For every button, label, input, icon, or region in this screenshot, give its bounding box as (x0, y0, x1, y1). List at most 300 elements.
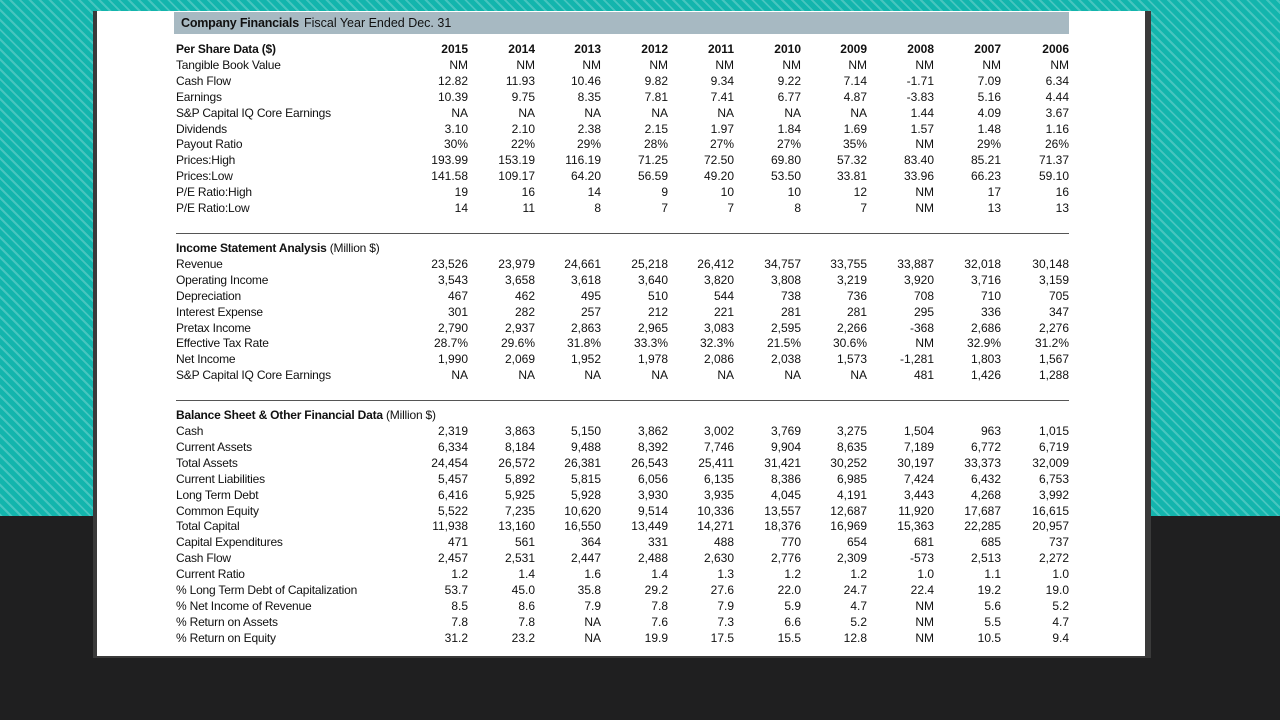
row-label: Cash Flow (176, 73, 231, 88)
table-row (176, 551, 1069, 567)
section-header-row (176, 408, 1069, 424)
table-cell: 33,887 (897, 256, 934, 271)
year-header (734, 241, 801, 257)
table-cell: 3,863 (504, 424, 535, 439)
table-cell: 5.5 (984, 614, 1001, 629)
section-header-row (176, 241, 1069, 257)
table-cell: 963 (980, 424, 1001, 439)
row-label: % Long Term Debt of Capitalization (176, 583, 358, 598)
table-cell: 5,815 (570, 471, 601, 486)
table-cell: 2,086 (703, 352, 734, 367)
table-cell: 19.0 (1045, 583, 1069, 598)
table-cell: 4,268 (970, 487, 1001, 502)
row-label: Net Income (176, 352, 236, 367)
table-cell: 737 (1048, 535, 1069, 550)
table-row (176, 368, 1069, 384)
year-header: 2013 (574, 42, 601, 56)
table-cell: 13,449 (631, 519, 668, 534)
row-label: Current Ratio (176, 567, 245, 582)
table-cell: 26,412 (697, 256, 734, 271)
table-cell: 347 (1048, 304, 1069, 319)
table-cell: NM (848, 57, 867, 72)
table-cell: 28% (643, 137, 668, 152)
row-label: Prices:Low (176, 169, 233, 184)
table-cell: 85.21 (970, 153, 1001, 168)
year-header (535, 241, 601, 257)
table-cell: 33.81 (836, 169, 867, 184)
table-cell: NM (915, 185, 934, 200)
row-label: Interest Expense (176, 304, 263, 319)
year-header (1001, 408, 1069, 424)
table-cell: 1.3 (717, 567, 734, 582)
table-cell: 31.2 (444, 630, 468, 645)
table-cell: 31.2% (1034, 336, 1069, 351)
table-row (176, 424, 1069, 440)
year-header: 2009 (840, 42, 867, 56)
table-row (176, 336, 1069, 352)
company-financials-header (174, 12, 1069, 34)
table-row (176, 472, 1069, 488)
table-row (176, 169, 1069, 185)
section-rule (176, 384, 1069, 401)
table-cell: 2,069 (504, 352, 535, 367)
table-cell: 29% (976, 137, 1001, 152)
table-cell: 2,776 (770, 551, 801, 566)
table-cell: 6,135 (703, 471, 734, 486)
row-label: Depreciation (176, 288, 241, 303)
table-cell: 1.69 (843, 121, 867, 136)
table-cell: 2,038 (770, 352, 801, 367)
section-spacer (176, 401, 1069, 409)
row-label: P/E Ratio:High (176, 185, 252, 200)
table-cell: 9 (661, 185, 668, 200)
table-cell: 7.8 (651, 599, 668, 613)
table-cell: 681 (913, 535, 934, 550)
year-header (867, 241, 934, 257)
row-label: S&P Capital IQ Core Earnings (176, 105, 331, 120)
table-cell: 212 (647, 304, 668, 319)
table-cell: 16,550 (564, 519, 601, 534)
year-header (535, 408, 601, 424)
table-cell: 31.8% (566, 336, 601, 351)
table-cell: 221 (713, 304, 734, 319)
table-cell: NM (715, 57, 734, 72)
table-cell: 8 (594, 201, 601, 216)
table-cell: NM (915, 137, 934, 152)
table-cell: 2,513 (970, 551, 1001, 566)
table-cell: 59.10 (1038, 169, 1069, 184)
table-cell: 1.2 (850, 567, 867, 582)
table-cell: 736 (846, 288, 867, 303)
table-cell: 14 (587, 185, 601, 200)
table-cell: 510 (647, 288, 668, 303)
table-cell: 7 (661, 201, 668, 216)
table-row (176, 599, 1069, 615)
table-cell: 21.5% (766, 336, 801, 351)
year-header (668, 241, 734, 257)
table-cell: 12.8 (843, 630, 867, 645)
table-cell: 11,938 (432, 519, 468, 534)
table-cell: 8 (794, 201, 801, 216)
table-cell: 3,930 (637, 487, 668, 502)
table-cell: 12 (853, 185, 867, 200)
table-cell: 3.10 (444, 121, 468, 136)
table-cell: 9.75 (511, 89, 535, 104)
table-cell: 1.84 (777, 121, 801, 136)
table-cell: 10.46 (570, 73, 601, 88)
table-cell: 8.35 (577, 89, 601, 104)
table-cell: 6.6 (784, 614, 801, 629)
year-header (801, 241, 867, 257)
table-cell: 26,543 (631, 455, 668, 470)
table-row (176, 153, 1069, 169)
table-cell: 295 (913, 304, 934, 319)
table-cell: 5,150 (570, 424, 601, 439)
table-cell: 31,421 (764, 455, 801, 470)
table-cell: 2,937 (504, 320, 535, 335)
table-row (176, 58, 1069, 74)
table-cell: 1.57 (910, 121, 934, 136)
table-cell: 3,159 (1038, 272, 1069, 287)
table-cell: 471 (447, 535, 468, 550)
table-cell: 1.4 (651, 567, 668, 582)
table-cell: 2.15 (644, 121, 668, 136)
table-cell: 24,661 (564, 256, 601, 271)
table-cell: NM (449, 57, 468, 72)
table-cell: 3,443 (903, 487, 934, 502)
table-cell: 33.3% (633, 336, 668, 351)
table-cell: 69.80 (770, 153, 801, 168)
year-header: 2012 (641, 42, 668, 56)
table-cell: 8,392 (637, 439, 668, 454)
table-cell: 10,620 (564, 503, 601, 518)
table-cell: 27% (709, 137, 734, 152)
table-cell: NA (717, 368, 734, 383)
table-cell: 1.1 (984, 567, 1001, 582)
row-label: Total Assets (176, 455, 238, 470)
table-cell: 1.48 (977, 121, 1001, 136)
table-cell: 2,965 (637, 320, 668, 335)
table-cell: NM (915, 57, 934, 72)
table-cell: 35% (842, 137, 867, 152)
table-cell: 11,920 (898, 503, 934, 518)
table-cell: 34,757 (764, 256, 801, 271)
table-cell: 5,522 (437, 503, 468, 518)
table-cell: 257 (580, 304, 601, 319)
table-row (176, 137, 1069, 153)
table-cell: 2,272 (1038, 551, 1069, 566)
table-cell: 6.77 (777, 89, 801, 104)
table-row (176, 504, 1069, 520)
row-label: Payout Ratio (176, 137, 243, 152)
row-label: % Return on Equity (176, 630, 276, 645)
table-cell: 19.2 (977, 583, 1001, 598)
table-cell: 6.34 (1045, 73, 1069, 88)
year-header: 2008 (907, 42, 934, 56)
row-label: Capital Expenditures (176, 535, 283, 550)
table-cell: 3,275 (836, 424, 867, 439)
year-header (601, 408, 668, 424)
table-row (176, 488, 1069, 504)
table-cell: NM (915, 336, 934, 351)
table-cell: 10.5 (977, 630, 1001, 645)
table-cell: NA (784, 105, 801, 120)
table-cell: 6,753 (1038, 471, 1069, 486)
table-cell: 1.2 (451, 567, 468, 582)
table-cell: 49.20 (703, 169, 734, 184)
row-label: Tangible Book Value (176, 57, 281, 72)
year-header (934, 241, 1001, 257)
table-cell: 2.38 (577, 121, 601, 136)
table-cell: 2,457 (437, 551, 468, 566)
table-cell: 2,266 (836, 320, 867, 335)
table-cell: 25,218 (631, 256, 668, 271)
year-header: 2011 (707, 42, 734, 56)
section-unit: (Million $) (329, 240, 380, 255)
table-cell: NA (850, 105, 867, 120)
section-header-row (176, 42, 1069, 58)
table-cell: 7.6 (651, 614, 668, 629)
table-cell: 14 (454, 201, 468, 216)
table-cell: 6,056 (637, 471, 668, 486)
table-cell: NA (451, 368, 468, 383)
section-title-text: Per Share Data ($) (176, 42, 276, 56)
table-cell: 33,755 (830, 256, 867, 271)
table-cell: 33,373 (964, 455, 1001, 470)
table-cell: 6,719 (1038, 439, 1069, 454)
table-cell: 1,504 (903, 424, 934, 439)
table-cell: 1.2 (784, 567, 801, 582)
table-cell: 9,488 (570, 439, 601, 454)
table-cell: 10 (787, 185, 801, 200)
table-cell: 17,687 (964, 503, 1001, 518)
table-cell: 6,985 (836, 471, 867, 486)
year-header (801, 408, 867, 424)
table-cell: 24,454 (431, 455, 468, 470)
table-cell: NM (1050, 57, 1069, 72)
table-cell: 7.9 (584, 599, 601, 613)
table-cell: 685 (980, 535, 1001, 550)
table-cell: 66.23 (970, 169, 1001, 184)
table-row (176, 74, 1069, 90)
table-cell: 710 (980, 288, 1001, 303)
table-cell: 1.4 (518, 567, 535, 582)
year-header: 2007 (974, 42, 1001, 56)
table-cell: 6,772 (970, 439, 1001, 454)
table-row (176, 90, 1069, 106)
table-cell: 7,746 (703, 439, 734, 454)
table-cell: 9.34 (710, 73, 734, 88)
row-label: Pretax Income (176, 320, 251, 335)
table-cell: 16 (1055, 185, 1069, 200)
row-label: P/E Ratio:Low (176, 201, 250, 216)
row-label: S&P Capital IQ Core Earnings (176, 368, 331, 383)
table-cell: 10.39 (437, 89, 468, 104)
table-cell: 3,808 (770, 272, 801, 287)
table-row (176, 352, 1069, 368)
table-row (176, 631, 1069, 647)
table-cell: 19 (454, 185, 468, 200)
table-cell: NM (649, 57, 668, 72)
table-cell: 10,336 (697, 503, 734, 518)
row-label: Common Equity (176, 503, 259, 518)
table-cell: NM (982, 57, 1001, 72)
table-cell: NA (717, 105, 734, 120)
table-cell: 29.2 (644, 583, 668, 598)
table-cell: 281 (780, 304, 801, 319)
table-cell: 2,863 (570, 320, 601, 335)
table-cell: 5,457 (437, 471, 468, 486)
table-cell: NM (582, 57, 601, 72)
table-cell: 30,148 (1032, 256, 1069, 271)
table-cell: 72.50 (703, 153, 734, 168)
year-header (867, 408, 934, 424)
table-cell: -1,281 (899, 352, 934, 367)
row-label: Revenue (176, 256, 223, 271)
table-cell: 7.09 (977, 73, 1001, 88)
table-row (176, 456, 1069, 472)
table-cell: 1,978 (637, 352, 668, 367)
table-cell: 153.19 (498, 153, 535, 168)
table-cell: 45.0 (511, 583, 535, 598)
section-title-text: Balance Sheet & Other Financial Data (176, 408, 383, 423)
table-cell: 22.4 (910, 583, 934, 598)
table-cell: 4.09 (977, 105, 1001, 120)
table-row (176, 519, 1069, 535)
year-header (734, 408, 801, 424)
year-header (668, 408, 734, 424)
table-row (176, 201, 1069, 217)
table-cell: 5.16 (977, 89, 1001, 104)
table-cell: 2,531 (504, 551, 535, 566)
table-cell: 9,514 (637, 503, 668, 518)
table-cell: 281 (846, 304, 867, 319)
table-cell: 5,925 (504, 487, 535, 502)
year-header: 2014 (508, 42, 535, 56)
row-label: Dividends (176, 121, 227, 136)
table-cell: NA (651, 105, 668, 120)
section-separator (176, 217, 1069, 234)
table-row (176, 583, 1069, 599)
table-cell: 11 (522, 201, 535, 216)
table-cell: 544 (713, 288, 734, 303)
table-cell: 27% (776, 137, 801, 152)
section-separator (176, 384, 1069, 401)
table-cell: 56.59 (637, 169, 668, 184)
table-cell: 3,935 (703, 487, 734, 502)
table-row (176, 185, 1069, 201)
table-cell: 3,083 (703, 320, 734, 335)
year-header: 2006 (1042, 42, 1069, 56)
table-cell: 32,018 (964, 256, 1001, 271)
table-cell: 7.8 (518, 614, 535, 629)
table-cell: 30,197 (897, 455, 934, 470)
table-row (176, 567, 1069, 583)
table-cell: 7.9 (717, 599, 734, 613)
table-cell: 705 (1048, 288, 1069, 303)
table-cell: 22,285 (964, 519, 1001, 534)
table-cell: 12.82 (437, 73, 468, 88)
table-cell: 11.93 (505, 73, 535, 88)
table-cell: 301 (447, 304, 468, 319)
table-cell: 1,288 (1038, 368, 1069, 383)
table-cell: 1.0 (917, 567, 934, 582)
table-cell: 16,615 (1032, 503, 1069, 518)
table-cell: 738 (780, 288, 801, 303)
table-cell: 4.44 (1045, 89, 1069, 104)
table-cell: NA (584, 630, 601, 645)
table-cell: 14,271 (697, 519, 734, 534)
row-label: Operating Income (176, 272, 269, 287)
table-cell: 71.37 (1038, 153, 1069, 168)
table-cell: NA (584, 368, 601, 383)
table-cell: 708 (913, 288, 934, 303)
table-cell: 3,769 (770, 424, 801, 439)
table-cell: 193.99 (431, 153, 468, 168)
table-cell: 19.9 (644, 630, 668, 645)
table-cell: NM (915, 630, 934, 645)
table-cell: 30,252 (830, 455, 867, 470)
table-cell: 3,920 (903, 272, 934, 287)
table-cell: 32,009 (1032, 455, 1069, 470)
section-title (176, 42, 386, 58)
table-cell: 25,411 (698, 455, 734, 470)
table-cell: -3.83 (906, 89, 934, 104)
table-cell: 2,488 (637, 551, 668, 566)
table-cell: 2,790 (437, 320, 468, 335)
table-cell: 8,184 (504, 439, 535, 454)
table-cell: 7.3 (717, 614, 734, 629)
table-cell: 7.41 (710, 89, 734, 104)
table-cell: 1.16 (1045, 121, 1069, 136)
section-title (176, 408, 436, 424)
table-cell: 17.5 (710, 630, 734, 645)
table-cell: 53.7 (444, 583, 468, 598)
row-label: % Net Income of Revenue (176, 599, 312, 613)
table-cell: 27.6 (710, 583, 734, 598)
table-cell: 7 (727, 201, 734, 216)
section-title-text: Income Statement Analysis (176, 240, 327, 255)
table-cell: 6,416 (437, 487, 468, 502)
year-header: 2010 (774, 42, 801, 56)
table-row (176, 122, 1069, 138)
table-cell: 57.32 (836, 153, 867, 168)
table-cell: 9.82 (644, 73, 668, 88)
table-cell: 561 (514, 535, 535, 550)
table-cell: 7,424 (903, 471, 934, 486)
row-label: Effective Tax Rate (176, 336, 269, 351)
table-cell: 18,376 (764, 519, 801, 534)
table-cell: 7.14 (843, 73, 867, 88)
table-cell: 495 (580, 288, 601, 303)
table-cell: -573 (909, 551, 934, 566)
section-spacer (176, 233, 1069, 241)
table-cell: 8,635 (836, 439, 867, 454)
table-cell: 336 (980, 304, 1001, 319)
table-cell: NA (518, 368, 535, 383)
table-cell: 20,957 (1032, 519, 1069, 534)
table-cell: 83.40 (903, 153, 934, 168)
row-label: Long Term Debt (176, 487, 259, 502)
table-cell: 6,432 (970, 471, 1001, 486)
row-label: Earnings (176, 89, 222, 104)
table-cell: NA (651, 368, 668, 383)
table-cell: 1,990 (437, 352, 468, 367)
table-cell: 22% (510, 137, 535, 152)
table-cell: 7,189 (903, 439, 934, 454)
table-cell: 28.7% (433, 336, 468, 351)
table-cell: 3,992 (1038, 487, 1069, 502)
